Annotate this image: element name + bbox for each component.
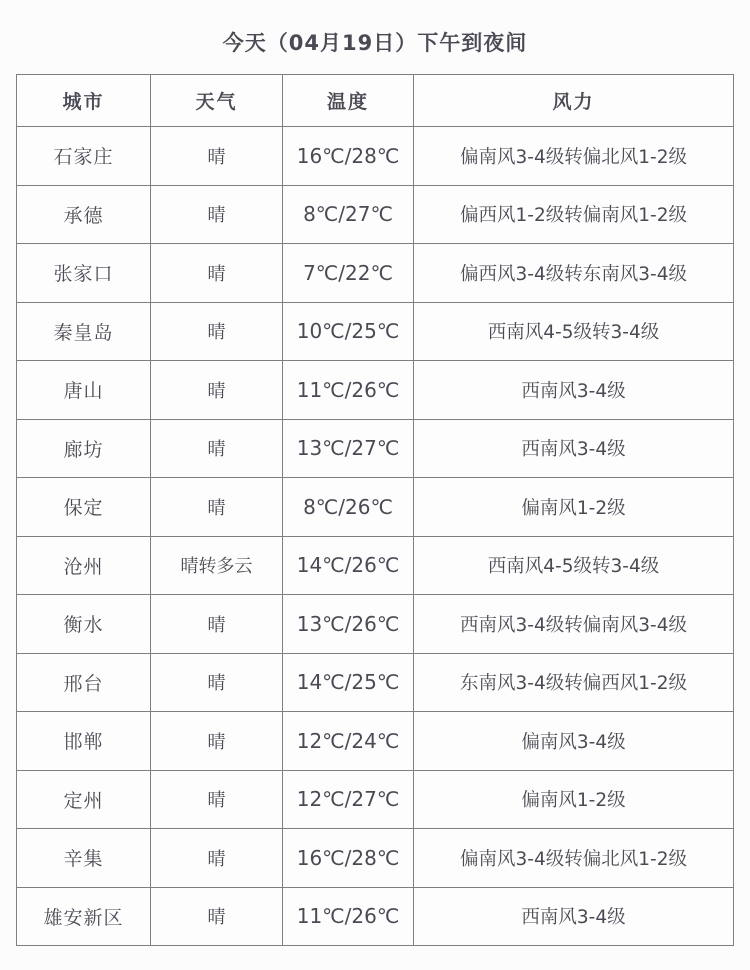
weather-cell: 晴 <box>151 127 283 186</box>
weather-table <box>16 74 734 946</box>
wind-cell: 西南风4-5级转3-4级 <box>414 536 734 595</box>
weather-cell: 晴 <box>151 712 283 771</box>
table-row <box>17 478 734 537</box>
city-cell: 衡水 <box>17 595 151 654</box>
column-header-weather: 天气 <box>151 75 283 127</box>
weather-cell: 晴 <box>151 653 283 712</box>
table-row <box>17 712 734 771</box>
city-cell: 唐山 <box>17 361 151 420</box>
column-header-city: 城市 <box>17 75 151 127</box>
wind-cell: 东南风3-4级转偏西风1-2级 <box>414 653 734 712</box>
weather-cell: 晴 <box>151 361 283 420</box>
wind-cell: 偏南风3-4级转偏北风1-2级 <box>414 829 734 888</box>
weather-cell: 晴 <box>151 770 283 829</box>
temperature-cell: 11℃/26℃ <box>283 887 414 946</box>
wind-cell: 偏南风1-2级 <box>414 478 734 537</box>
weather-cell: 晴 <box>151 185 283 244</box>
wind-cell: 偏南风3-4级 <box>414 712 734 771</box>
city-cell: 邢台 <box>17 653 151 712</box>
weather-cell: 晴 <box>151 302 283 361</box>
wind-cell: 西南风3-4级 <box>414 419 734 478</box>
temperature-cell: 14℃/25℃ <box>283 653 414 712</box>
temperature-cell: 16℃/28℃ <box>283 127 414 186</box>
city-cell: 邯郸 <box>17 712 151 771</box>
wind-cell: 偏南风3-4级转偏北风1-2级 <box>414 127 734 186</box>
temperature-cell: 10℃/25℃ <box>283 302 414 361</box>
table-row <box>17 770 734 829</box>
wind-cell: 偏西风1-2级转偏南风1-2级 <box>414 185 734 244</box>
weather-cell: 晴 <box>151 829 283 888</box>
temperature-cell: 14℃/26℃ <box>283 536 414 595</box>
table-row <box>17 887 734 946</box>
table-header-row <box>17 75 734 127</box>
wind-cell: 西南风4-5级转3-4级 <box>414 302 734 361</box>
table-row <box>17 595 734 654</box>
temperature-cell: 7℃/22℃ <box>283 244 414 303</box>
wind-cell: 偏南风1-2级 <box>414 770 734 829</box>
weather-cell: 晴 <box>151 478 283 537</box>
table-row <box>17 127 734 186</box>
weather-cell: 晴 <box>151 887 283 946</box>
table-row <box>17 361 734 420</box>
temperature-cell: 8℃/26℃ <box>283 478 414 537</box>
column-header-temperature: 温度 <box>283 75 414 127</box>
temperature-cell: 12℃/27℃ <box>283 770 414 829</box>
city-cell: 雄安新区 <box>17 887 151 946</box>
table-row <box>17 829 734 888</box>
page-title: 今天（04月19日）下午到夜间 <box>222 31 528 55</box>
weather-cell: 晴 <box>151 244 283 303</box>
city-cell: 石家庄 <box>17 127 151 186</box>
wind-cell: 西南风3-4级转偏南风3-4级 <box>414 595 734 654</box>
city-cell: 定州 <box>17 770 151 829</box>
temperature-cell: 12℃/24℃ <box>283 712 414 771</box>
city-cell: 秦皇岛 <box>17 302 151 361</box>
city-cell: 廊坊 <box>17 419 151 478</box>
wind-cell: 西南风3-4级 <box>414 361 734 420</box>
city-cell: 辛集 <box>17 829 151 888</box>
temperature-cell: 13℃/27℃ <box>283 419 414 478</box>
table-row <box>17 185 734 244</box>
temperature-cell: 16℃/28℃ <box>283 829 414 888</box>
column-header-wind: 风力 <box>414 75 734 127</box>
weather-cell: 晴 <box>151 595 283 654</box>
weather-cell: 晴 <box>151 419 283 478</box>
weather-table-body <box>17 127 734 946</box>
city-cell: 保定 <box>17 478 151 537</box>
wind-cell: 西南风3-4级 <box>414 887 734 946</box>
table-row <box>17 419 734 478</box>
table-row <box>17 244 734 303</box>
table-row <box>17 302 734 361</box>
weather-cell: 晴转多云 <box>151 536 283 595</box>
temperature-cell: 11℃/26℃ <box>283 361 414 420</box>
wind-cell: 偏西风3-4级转东南风3-4级 <box>414 244 734 303</box>
table-row <box>17 536 734 595</box>
city-cell: 张家口 <box>17 244 151 303</box>
temperature-cell: 13℃/26℃ <box>283 595 414 654</box>
temperature-cell: 8℃/27℃ <box>283 185 414 244</box>
city-cell: 沧州 <box>17 536 151 595</box>
city-cell: 承德 <box>17 185 151 244</box>
table-row <box>17 653 734 712</box>
